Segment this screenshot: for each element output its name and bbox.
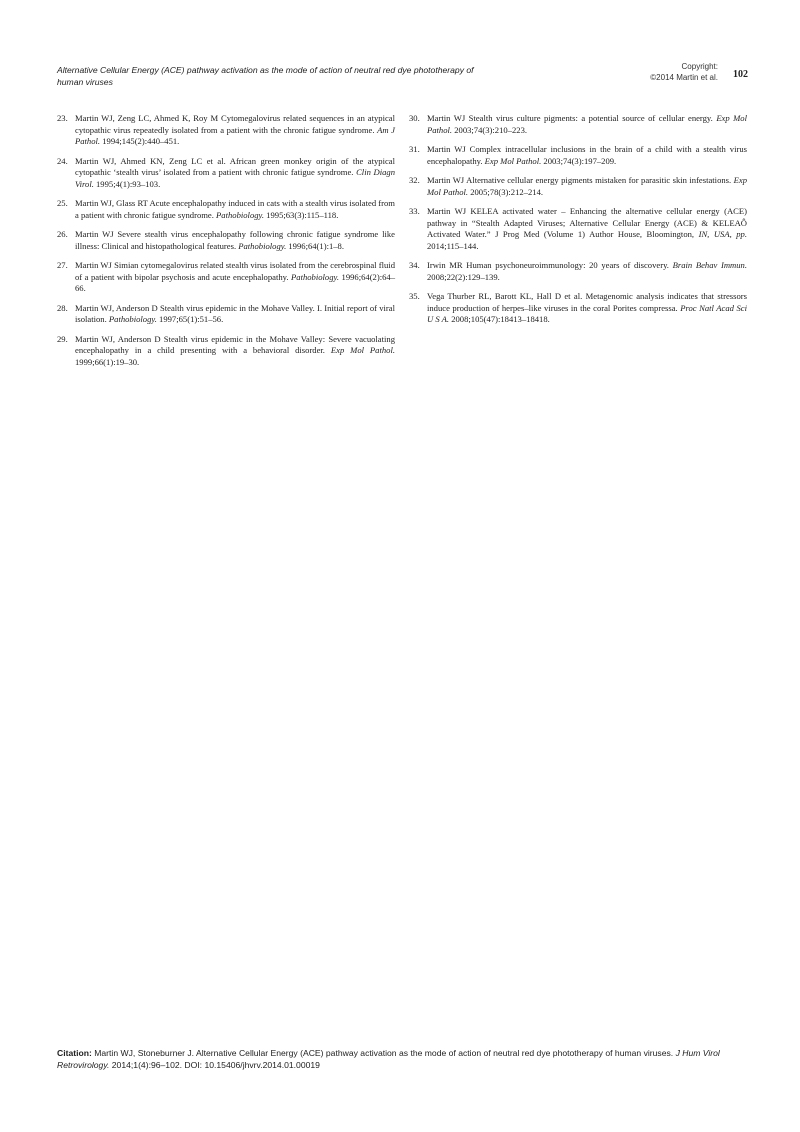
citation-details: 2014;1(4):96–102. DOI: 10.15406/jhvrv.2014.01.00019 xyxy=(109,1060,320,1070)
reference-item: 34. Irwin MR Human psychoneuroimmunology: 20 years of discovery. Brain Behav Immun. 2008;22(2):129–139. xyxy=(409,260,747,282)
citation-label: Citation: xyxy=(57,1048,92,1058)
reference-item: 30. Martin WJ Stealth virus culture pigments: a potential source of cellular energy. Exp Mol Pathol. 2003;74(3):210–223. xyxy=(409,113,747,135)
copyright-holder: ©2014 Martin et al. xyxy=(650,73,718,82)
copyright-notice xyxy=(650,61,718,83)
copyright-label: Copyright: xyxy=(681,62,718,71)
reference-item: 32. Martin WJ Alternative cellular energy pigments mistaken for parasitic skin infestations. Exp Mol Pathol. 2005;78(3):212–214. xyxy=(409,175,747,197)
citation-footer xyxy=(57,1047,757,1071)
references-column-left xyxy=(57,113,395,376)
references-column-right xyxy=(409,113,747,334)
page-number: 102 xyxy=(733,69,748,80)
reference-item: 29. Martin WJ, Anderson D Stealth virus epidemic in the Mohave Valley: Severe vacuolating encephalopathy in a child presenting with a behavioral disorder. Exp Mol Pathol. 1999;66(1):19–30. xyxy=(57,333,395,367)
reference-item: 35. Vega Thurber RL, Barott KL, Hall D et al. Metagenomic analysis indicates that stressors induce production of herpes–like viruses in the coral Porites compressa. Proc Natl Acad Sci U S A. 2008;105(47):18413–18418. xyxy=(409,291,747,324)
reference-item: 25. Martin WJ, Glass RT Acute encephalopathy induced in cats with a stealth virus isolated from a patient with chronic fatigue syndrome. Pathobiology. 1995;63(3):115–118. xyxy=(57,198,395,220)
reference-item: 33. Martin WJ KELEA activated water – Enhancing the alternative cellular energy (ACE) pathway in “Stealth Adapted Viruses; Alternative Cellular Energy (ACE) & KELEAÔ Activated Water.” J Prog Med (Volume 1) Author House, Bloomington, IN, USA, pp. 2014;115–144. xyxy=(409,206,747,251)
citation-text: Martin WJ, Stoneburner J. Alternative Cellular Energy (ACE) pathway activation as the mode of action of neutral red dye phototherapy of human viruses. xyxy=(91,1048,676,1058)
reference-item: 23. Martin WJ, Zeng LC, Ahmed K, Roy M Cytomegalovirus related sequences in an atypical cytopathic virus repeatedly isolated from a patient with the chronic fatigue syndrome. Am J Pathol. 1994;145(2):440–451. xyxy=(57,113,395,146)
reference-item: 24. Martin WJ, Ahmed KN, Zeng LC et al. African green monkey origin of the atypical cytopathic ‘stealth virus’ isolated from a patient with chronic fatigue syndrome. Clin Diagn Virol. 1995;4(1):93–103. xyxy=(57,155,396,189)
reference-item: 26. Martin WJ Severe stealth virus encephalopathy following chronic fatigue syndrome like illness: Clinical and histopathological features. Pathobiology. 1996;64(1):1–8. xyxy=(57,229,395,251)
citation-journal: J Hum Virol Retrovirology. xyxy=(57,1048,720,1070)
reference-item: 31. Martin WJ Complex intracellular inclusions in the brain of a child with a stealth virus encephalopathy. Exp Mol Pathol. 2003;74(3):197–209. xyxy=(409,144,747,166)
reference-item: 28. Martin WJ, Anderson D Stealth virus epidemic in the Mohave Valley. I. Initial report of viral isolation. Pathobiology. 1997;65(1):51–56. xyxy=(57,302,395,324)
running-title: Alternative Cellular Energy (ACE) pathway activation as the mode of action of neutral red dye phototherapy of human viruses xyxy=(57,65,474,87)
reference-item: 27. Martin WJ Simian cytomegalovirus related stealth virus isolated from the cerebrospinal fluid of a patient with bipolar psychosis and acute encephalopathy. Pathobiology. 1996;64(2):64–66. xyxy=(57,260,395,293)
